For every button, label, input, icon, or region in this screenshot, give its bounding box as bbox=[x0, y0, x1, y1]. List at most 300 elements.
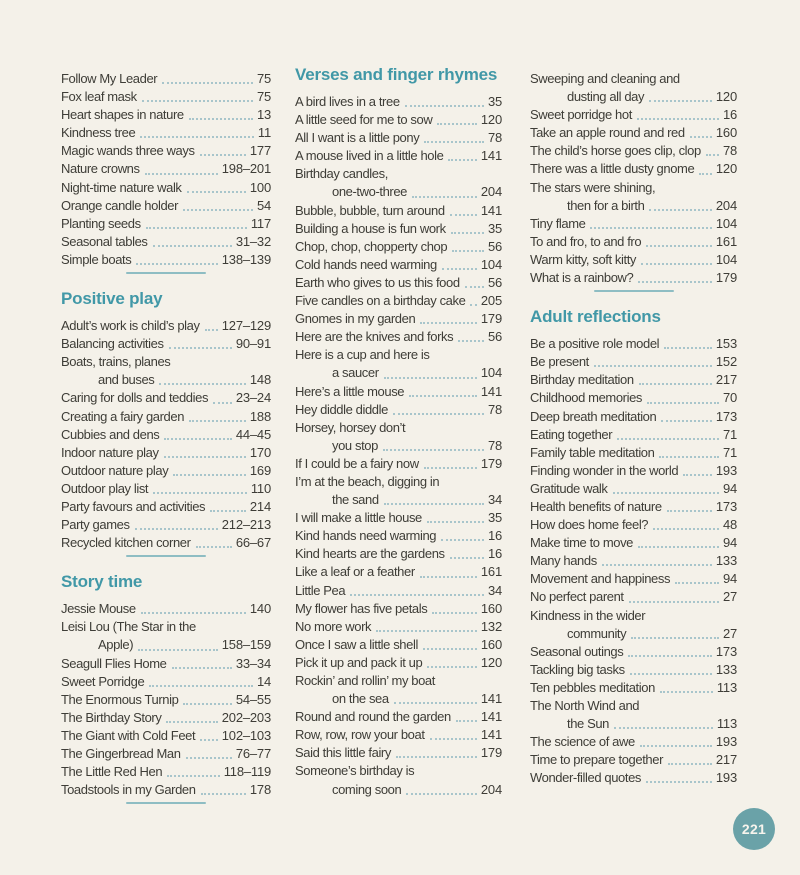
index-entry bbox=[530, 498, 737, 516]
entry-label: Follow My Leader bbox=[61, 71, 158, 86]
entry-label: Indoor nature play bbox=[61, 444, 159, 460]
dot-leader bbox=[146, 227, 247, 229]
entry-page-number: 202–203 bbox=[221, 709, 271, 725]
index-entry bbox=[530, 643, 737, 661]
entry-page-number: 177 bbox=[249, 143, 271, 159]
entry-label: Simple boats bbox=[61, 251, 132, 267]
dot-leader bbox=[659, 456, 718, 458]
index-entry bbox=[295, 292, 502, 310]
dot-leader bbox=[200, 739, 218, 741]
entry-page-number: 140 bbox=[249, 601, 271, 617]
entry-label: community bbox=[567, 625, 627, 641]
entry-label: The North Wind and bbox=[530, 698, 640, 713]
dot-leader bbox=[641, 263, 712, 265]
entry-label: Said this little fairy bbox=[295, 745, 391, 761]
index-column-2 bbox=[295, 62, 502, 806]
entry-page-number: 127–129 bbox=[221, 318, 271, 334]
entry-label: Childhood memories bbox=[530, 390, 643, 406]
index-entry bbox=[295, 401, 502, 419]
entry-label: Take an apple round and red bbox=[530, 125, 685, 141]
entry-page-number: 133 bbox=[715, 661, 737, 677]
dot-leader bbox=[647, 402, 719, 404]
entry-page-number: 16 bbox=[722, 107, 737, 123]
entry-page-number: 78 bbox=[487, 437, 502, 453]
entry-page-number: 76–77 bbox=[235, 746, 271, 761]
entry-page-number: 71 bbox=[722, 444, 737, 460]
index-entry bbox=[295, 202, 502, 220]
index-entry-continuation bbox=[295, 690, 502, 708]
dot-leader bbox=[172, 667, 232, 669]
entry-page-number: 56 bbox=[487, 238, 502, 254]
index-entry bbox=[530, 142, 737, 160]
index-entry bbox=[61, 106, 271, 124]
entry-page-number: 204 bbox=[715, 197, 737, 213]
entry-label: Eating together bbox=[530, 426, 613, 442]
entry-label: Seagull Flies Home bbox=[61, 655, 167, 671]
entry-page-number: 14 bbox=[256, 673, 271, 689]
index-entry bbox=[530, 751, 737, 769]
entry-label: My flower has five petals bbox=[295, 600, 428, 616]
entry-page-number: 100 bbox=[249, 179, 271, 195]
index-entry-continuation bbox=[295, 781, 502, 799]
dot-leader bbox=[630, 673, 712, 675]
index-entry bbox=[530, 534, 737, 552]
index-entry bbox=[530, 179, 737, 197]
entry-label: The Birthday Story bbox=[61, 709, 162, 725]
index-entry bbox=[61, 763, 271, 781]
entry-label: What is a rainbow? bbox=[530, 270, 634, 286]
dot-leader bbox=[383, 449, 484, 451]
index-entry bbox=[295, 563, 502, 581]
entry-label: one-two-three bbox=[332, 184, 408, 200]
dot-leader bbox=[420, 322, 477, 324]
dot-leader bbox=[183, 703, 231, 705]
dot-leader bbox=[456, 720, 477, 722]
entry-label: If I could be a fairy now bbox=[295, 455, 419, 471]
index-entry bbox=[61, 160, 271, 178]
entry-page-number: 214 bbox=[249, 498, 271, 514]
entry-label: Magic wands three ways bbox=[61, 143, 195, 159]
entry-label: Here is a cup and here is bbox=[295, 347, 430, 363]
entry-label: Orange candle holder bbox=[61, 197, 179, 213]
entry-page-number: 31–32 bbox=[235, 233, 271, 249]
entry-label: The Little Red Hen bbox=[61, 764, 163, 780]
entry-page-number: 54–55 bbox=[235, 691, 271, 707]
index-entry bbox=[295, 618, 502, 636]
entry-page-number: 120 bbox=[715, 161, 737, 177]
dot-leader bbox=[639, 383, 712, 385]
entry-label: Leisi Lou (The Star in the bbox=[61, 619, 196, 635]
dot-leader bbox=[138, 649, 218, 651]
entry-label: dusting all day bbox=[567, 89, 645, 105]
entry-label: Toadstools in my Garden bbox=[61, 782, 196, 798]
index-entry bbox=[61, 727, 271, 745]
entry-label: Boats, trains, planes bbox=[61, 354, 171, 370]
index-entry-continuation bbox=[530, 715, 737, 733]
dot-leader bbox=[427, 521, 484, 523]
index-entry bbox=[530, 269, 737, 287]
dot-leader bbox=[631, 637, 719, 639]
entry-page-number: 212–213 bbox=[221, 517, 271, 533]
dot-leader bbox=[668, 763, 712, 765]
index-column-1 bbox=[61, 62, 271, 806]
entry-page-number: 104 bbox=[715, 251, 737, 267]
entry-label: Balancing activities bbox=[61, 336, 164, 352]
index-entry bbox=[295, 672, 502, 690]
index-entry bbox=[530, 570, 737, 588]
index-entry bbox=[61, 480, 271, 498]
dot-leader bbox=[406, 793, 477, 795]
entry-page-number: 44–45 bbox=[235, 426, 271, 442]
dot-leader bbox=[629, 601, 719, 603]
index-entry-continuation bbox=[530, 625, 737, 643]
dot-leader bbox=[640, 745, 712, 747]
entry-label: the Sun bbox=[567, 716, 610, 732]
index-entry bbox=[61, 353, 271, 371]
index-entry bbox=[530, 480, 737, 498]
entry-page-number: 104 bbox=[480, 256, 502, 272]
dot-leader bbox=[420, 576, 477, 578]
entry-page-number: 160 bbox=[715, 125, 737, 141]
entry-label: Movement and happiness bbox=[530, 571, 671, 587]
entry-page-number: 35 bbox=[487, 510, 502, 526]
entry-label: Once I saw a little shell bbox=[295, 636, 418, 652]
index-entry bbox=[295, 165, 502, 183]
entry-label: Apple) bbox=[98, 637, 134, 653]
entry-page-number: 161 bbox=[715, 233, 737, 249]
dot-leader bbox=[450, 214, 477, 216]
section-divider bbox=[126, 802, 206, 804]
entry-page-number: 120 bbox=[480, 654, 502, 670]
dot-leader bbox=[141, 612, 246, 614]
dot-leader bbox=[699, 173, 712, 175]
entry-page-number: 113 bbox=[716, 679, 737, 695]
dot-leader bbox=[690, 136, 712, 138]
index-entry bbox=[530, 588, 737, 606]
entry-page-number: 94 bbox=[722, 480, 737, 496]
index-columns bbox=[61, 62, 737, 806]
entry-page-number: 141 bbox=[480, 202, 502, 218]
entry-label: Cold hands need warming bbox=[295, 256, 437, 272]
entry-label: Creating a fairy garden bbox=[61, 408, 185, 424]
dot-leader bbox=[661, 420, 712, 422]
index-entry bbox=[61, 70, 271, 88]
dot-leader bbox=[432, 612, 477, 614]
index-entry bbox=[61, 655, 271, 673]
entry-label: Seasonal tables bbox=[61, 233, 148, 249]
entry-label: Little Pea bbox=[295, 582, 346, 598]
index-entry bbox=[530, 733, 737, 751]
entry-page-number: 118–119 bbox=[223, 764, 271, 780]
entry-label: Tackling big tasks bbox=[530, 661, 625, 677]
entry-label: Night-time nature walk bbox=[61, 179, 182, 195]
entry-label: The child’s horse goes clip, clop bbox=[530, 143, 701, 159]
entry-page-number: 160 bbox=[480, 636, 502, 652]
entry-page-number: 158–159 bbox=[221, 637, 271, 653]
index-entry bbox=[61, 498, 271, 516]
dot-leader bbox=[448, 159, 476, 161]
entry-label: No perfect parent bbox=[530, 589, 624, 605]
index-entry bbox=[295, 527, 502, 545]
dot-leader bbox=[149, 685, 253, 687]
index-entry bbox=[295, 600, 502, 618]
entry-page-number: 104 bbox=[715, 215, 737, 231]
entry-page-number: 170 bbox=[249, 444, 271, 460]
dot-leader bbox=[201, 793, 246, 795]
entry-label: A mouse lived in a little hole bbox=[295, 148, 444, 164]
entry-page-number: 179 bbox=[715, 270, 737, 286]
dot-leader bbox=[189, 118, 253, 120]
dot-leader bbox=[153, 492, 247, 494]
dot-leader bbox=[159, 383, 246, 385]
dot-leader bbox=[153, 245, 232, 247]
entry-label: Here’s a little mouse bbox=[295, 383, 405, 399]
dot-leader bbox=[145, 173, 218, 175]
index-entry bbox=[295, 419, 502, 437]
entry-label: you stop bbox=[332, 437, 378, 453]
entry-label: Ten pebbles meditation bbox=[530, 679, 655, 695]
entry-page-number: 117 bbox=[250, 215, 271, 231]
entry-page-number: 90–91 bbox=[235, 336, 271, 352]
entry-label: Be present bbox=[530, 354, 589, 370]
index-entry bbox=[295, 147, 502, 165]
index-entry bbox=[530, 215, 737, 233]
entry-page-number: 27 bbox=[722, 625, 737, 641]
dot-leader bbox=[187, 191, 246, 193]
dot-leader bbox=[186, 757, 232, 759]
dot-leader bbox=[384, 503, 484, 505]
entry-page-number: 217 bbox=[715, 752, 737, 768]
dot-leader bbox=[667, 510, 712, 512]
entry-page-number: 56 bbox=[487, 329, 502, 345]
dot-leader bbox=[613, 492, 719, 494]
entry-page-number: 178 bbox=[249, 782, 271, 798]
entry-page-number: 102–103 bbox=[221, 727, 271, 743]
index-entry bbox=[61, 534, 271, 552]
entry-label: Kindness in the wider bbox=[530, 607, 646, 623]
index-entry bbox=[61, 215, 271, 233]
dot-leader bbox=[442, 268, 477, 270]
index-entry bbox=[61, 618, 271, 636]
index-entry bbox=[61, 389, 271, 407]
section-heading-verses-and-finger-rhymes: Verses and finger rhymes bbox=[295, 65, 498, 84]
entry-label: then for a birth bbox=[567, 197, 645, 213]
entry-label: Pick it up and pack it up bbox=[295, 654, 423, 670]
index-entry bbox=[61, 781, 271, 799]
entry-label: Adult’s work is child’s play bbox=[61, 318, 200, 334]
index-entry bbox=[61, 745, 271, 763]
entry-page-number: 16 bbox=[487, 546, 502, 562]
dot-leader bbox=[210, 510, 246, 512]
section-heading-positive-play: Positive play bbox=[61, 289, 163, 309]
dot-leader bbox=[653, 528, 719, 530]
entry-label: Kind hands need warming bbox=[295, 528, 437, 544]
entry-label: the sand bbox=[332, 492, 379, 508]
dot-leader bbox=[167, 775, 220, 777]
dot-leader bbox=[424, 141, 484, 143]
index-entry bbox=[61, 124, 271, 142]
index-entry bbox=[295, 274, 502, 292]
entry-page-number: 75 bbox=[256, 89, 271, 105]
entry-page-number: 11 bbox=[257, 125, 271, 141]
entry-label: Here are the knives and forks bbox=[295, 329, 454, 345]
dot-leader bbox=[470, 304, 476, 306]
dot-leader bbox=[430, 738, 477, 740]
dot-leader bbox=[660, 691, 713, 693]
entry-label: Caring for dolls and teddies bbox=[61, 390, 209, 406]
dot-leader bbox=[140, 136, 254, 138]
dot-leader bbox=[376, 630, 477, 632]
entry-page-number: 78 bbox=[487, 401, 502, 417]
entry-label: Gnomes in my garden bbox=[295, 311, 416, 327]
entry-label: Fox leaf mask bbox=[61, 89, 137, 105]
entry-label: and buses bbox=[98, 372, 155, 388]
entry-page-number: 110 bbox=[250, 480, 271, 496]
entry-label: The Enormous Turnip bbox=[61, 691, 179, 707]
index-entry bbox=[61, 335, 271, 353]
entry-label: To and fro, to and fro bbox=[530, 233, 642, 249]
index-column-3 bbox=[530, 62, 737, 806]
entry-label: Horsey, horsey don’t bbox=[295, 419, 406, 435]
entry-label: Someone’s birthday is bbox=[295, 763, 415, 779]
index-entry bbox=[295, 346, 502, 364]
index-entry bbox=[61, 408, 271, 426]
dot-leader bbox=[638, 281, 712, 283]
entry-page-number: 113 bbox=[716, 716, 737, 732]
index-entry bbox=[295, 328, 502, 346]
entry-page-number: 193 bbox=[715, 770, 737, 786]
entry-label: No more work bbox=[295, 618, 372, 634]
index-entry bbox=[295, 509, 502, 527]
entry-page-number: 132 bbox=[480, 618, 502, 634]
index-entry bbox=[61, 600, 271, 618]
entry-label: I’m at the beach, digging in bbox=[295, 473, 440, 489]
index-entry bbox=[295, 238, 502, 256]
entry-page-number: 153 bbox=[715, 336, 737, 352]
index-entry bbox=[295, 310, 502, 328]
index-entry bbox=[530, 371, 737, 389]
index-entry bbox=[61, 233, 271, 251]
dot-leader bbox=[424, 467, 477, 469]
index-entry bbox=[61, 179, 271, 197]
entry-label: Round and round the garden bbox=[295, 709, 451, 725]
entry-page-number: 75 bbox=[256, 71, 271, 86]
entry-label: Birthday candles, bbox=[295, 166, 388, 182]
entry-page-number: 16 bbox=[487, 528, 502, 544]
dot-leader bbox=[458, 340, 484, 342]
section-divider bbox=[594, 290, 674, 292]
entry-label: Outdoor nature play bbox=[61, 462, 169, 478]
entry-label: Row, row, row your boat bbox=[295, 727, 425, 743]
index-entry-continuation bbox=[61, 371, 271, 389]
entry-page-number: 148 bbox=[249, 372, 271, 388]
entry-page-number: 70 bbox=[722, 390, 737, 406]
index-entry bbox=[530, 444, 737, 462]
entry-page-number: 23–24 bbox=[235, 390, 271, 406]
dot-leader bbox=[142, 100, 253, 102]
entry-label: Be a positive role model bbox=[530, 336, 660, 352]
entry-page-number: 35 bbox=[487, 220, 502, 236]
entry-page-number: 71 bbox=[722, 426, 737, 442]
index-entry bbox=[295, 708, 502, 726]
dot-leader bbox=[646, 245, 712, 247]
index-entry bbox=[295, 726, 502, 744]
section-heading-adult-reflections: Adult reflections bbox=[530, 307, 661, 327]
dot-leader bbox=[450, 557, 484, 559]
dot-leader bbox=[213, 402, 232, 404]
entry-page-number: 138–139 bbox=[221, 251, 271, 267]
entry-page-number: 193 bbox=[715, 734, 737, 750]
entry-page-number: 120 bbox=[715, 89, 737, 105]
index-entry bbox=[61, 142, 271, 160]
index-entry bbox=[61, 317, 271, 335]
entry-label: Seasonal outings bbox=[530, 643, 624, 659]
entry-label: Health benefits of nature bbox=[530, 498, 662, 514]
entry-label: Planting seeds bbox=[61, 215, 141, 231]
dot-leader bbox=[409, 395, 477, 397]
entry-label: Earth who gives to us this food bbox=[295, 274, 460, 290]
entry-page-number: 34 bbox=[487, 492, 502, 508]
section-divider bbox=[126, 555, 206, 557]
dot-leader bbox=[196, 546, 232, 548]
index-entry bbox=[530, 335, 737, 353]
entry-page-number: 173 bbox=[715, 643, 737, 659]
entry-page-number: 169 bbox=[249, 462, 271, 478]
index-entry bbox=[61, 691, 271, 709]
dot-leader bbox=[617, 438, 719, 440]
entry-label: Party favours and activities bbox=[61, 498, 206, 514]
dot-leader bbox=[706, 154, 719, 156]
index-entry bbox=[530, 679, 737, 697]
index-entry bbox=[295, 220, 502, 238]
index-entry bbox=[530, 160, 737, 178]
dot-leader bbox=[189, 420, 246, 422]
entry-label: There was a little dusty gnome bbox=[530, 161, 695, 177]
entry-label: Five candles on a birthday cake bbox=[295, 293, 466, 309]
entry-page-number: 173 bbox=[715, 498, 737, 514]
dot-leader bbox=[162, 82, 253, 84]
index-entry-continuation bbox=[295, 491, 502, 509]
index-entry-continuation bbox=[295, 183, 502, 201]
entry-page-number: 204 bbox=[480, 184, 502, 200]
index-entry bbox=[295, 582, 502, 600]
entry-page-number: 104 bbox=[480, 365, 502, 381]
entry-label: Many hands bbox=[530, 553, 597, 569]
entry-label: Tiny flame bbox=[530, 215, 586, 231]
dot-leader bbox=[136, 263, 217, 265]
entry-label: Chop, chop, chopperty chop bbox=[295, 238, 448, 254]
dot-leader bbox=[173, 474, 246, 476]
entry-label: Party games bbox=[61, 517, 130, 533]
entry-label: Sweeping and cleaning and bbox=[530, 71, 680, 86]
dot-leader bbox=[164, 456, 246, 458]
dot-leader bbox=[427, 666, 477, 668]
index-entry bbox=[295, 129, 502, 147]
index-entry-continuation bbox=[530, 88, 737, 106]
dot-leader bbox=[437, 123, 477, 125]
dot-leader bbox=[135, 528, 218, 530]
dot-leader bbox=[451, 232, 484, 234]
index-entry bbox=[61, 88, 271, 106]
dot-leader bbox=[614, 727, 713, 729]
dot-leader bbox=[405, 105, 484, 107]
entry-page-number: 217 bbox=[715, 372, 737, 388]
entry-page-number: 179 bbox=[480, 745, 502, 761]
entry-page-number: 141 bbox=[480, 383, 502, 399]
entry-label: Building a house is fun work bbox=[295, 220, 446, 236]
entry-page-number: 13 bbox=[256, 107, 271, 123]
entry-page-number: 56 bbox=[487, 274, 502, 290]
